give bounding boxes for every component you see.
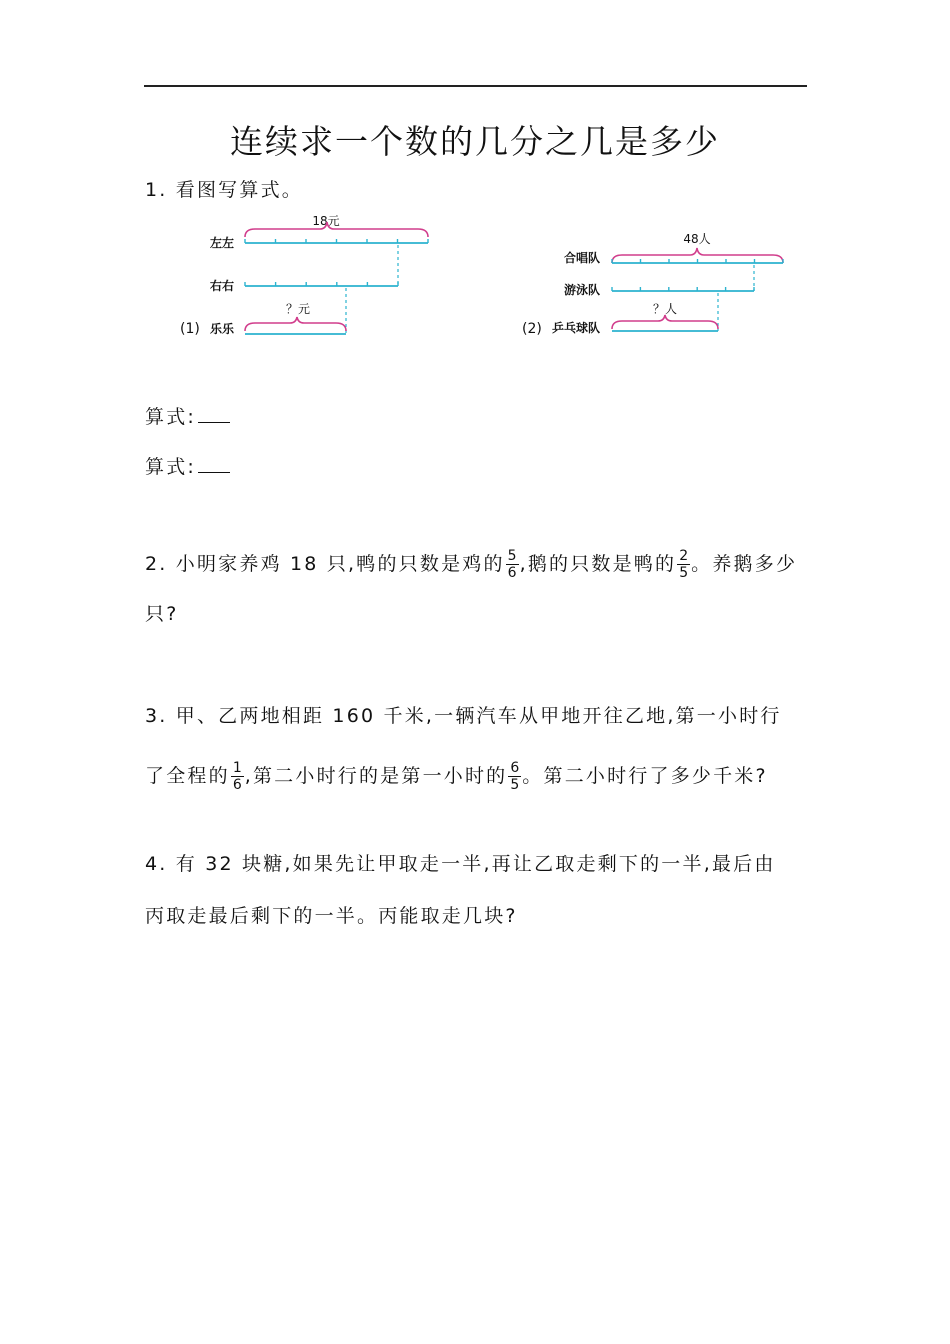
q3-fraction-2: $\frac{6}{5}$ xyxy=(510,760,520,793)
diagram-2 xyxy=(520,225,800,345)
diagram-1-top-label: 18元 xyxy=(312,214,340,228)
q3-part1: 了全程的 xyxy=(145,765,230,787)
q3-fraction-1: $\frac{1}{6}$ xyxy=(232,760,242,793)
diagram-2-top-label: 48人 xyxy=(683,232,711,246)
diagram-2-number: (2) xyxy=(522,321,542,337)
question-4-line-2: 丙取走最后剩下的一半。丙能取走几块? xyxy=(145,905,518,927)
header-rule xyxy=(144,85,807,87)
diagram-2-row-2-label: 乒乓球队 xyxy=(552,321,601,335)
answer-label-1: 算式: xyxy=(145,406,197,428)
page-title: 连续求一个数的几分之几是多少 xyxy=(230,122,720,161)
answer-blank-2[interactable] xyxy=(198,452,230,473)
q2-fraction-2: $\frac{2}{5}$ xyxy=(679,548,689,581)
q2-part3: 。养鹅多少 xyxy=(691,553,798,575)
diagram-2-bottom-brace xyxy=(612,315,718,329)
question-3-line-2 xyxy=(145,760,768,793)
answer-row-2 xyxy=(145,452,230,481)
answer-row-1 xyxy=(145,402,230,431)
question-3-line-1: 3. 甲、乙两地相距 160 千米,一辆汽车从甲地开往乙地,第一小时行 xyxy=(145,705,782,727)
diagram-2-row-1-label: 游泳队 xyxy=(564,283,601,297)
q2-part2: ,鹅的只数是鸭的 xyxy=(519,553,677,575)
diagram-2-bottom-label: ？人 xyxy=(652,302,678,316)
question-1-prompt: 1. 看图写算式。 xyxy=(145,179,303,201)
diagram-2-row-0-label: 合唱队 xyxy=(564,251,601,265)
diagram-1-bottom-label: ？元 xyxy=(285,302,311,316)
question-2-line-1 xyxy=(145,548,797,581)
diagram-1-row-1-label: 右右 xyxy=(210,279,235,293)
diagram-1-row-2-label: 乐乐 xyxy=(210,322,235,336)
q2-fraction-1: $\frac{5}{6}$ xyxy=(507,548,517,581)
q3-part3: 。第二小时行了多少千米? xyxy=(522,765,768,787)
diagram-1-row-0-label: 左左 xyxy=(210,236,235,250)
diagram-1 xyxy=(170,205,440,345)
diagram-1-number: (1) xyxy=(180,321,200,337)
q3-part2: ,第二小时行的是第一小时的 xyxy=(244,765,508,787)
question-4-line-1: 4. 有 32 块糖,如果先让甲取走一半,再让乙取走剩下的一半,最后由 xyxy=(145,853,776,875)
answer-label-2: 算式: xyxy=(145,456,197,478)
answer-blank-1[interactable] xyxy=(198,402,230,423)
diagram-1-bottom-brace xyxy=(245,317,346,331)
q2-part1: 2. 小明家养鸡 18 只,鸭的只数是鸡的 xyxy=(145,553,505,575)
question-2-line-2: 只? xyxy=(145,603,179,625)
